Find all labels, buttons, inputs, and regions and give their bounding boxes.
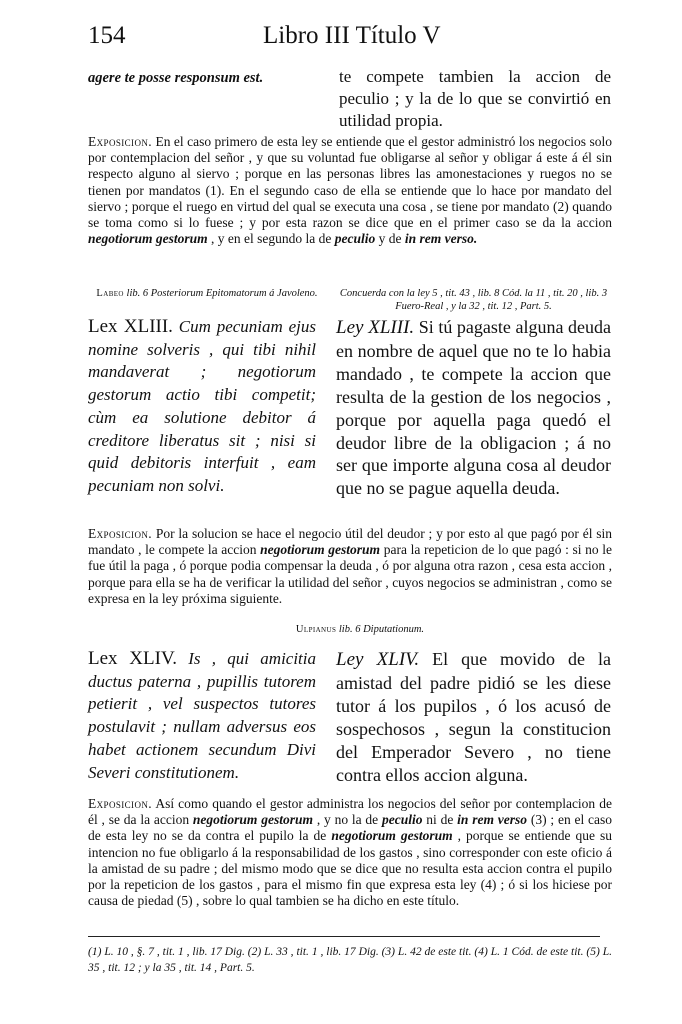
page-number: 154	[88, 22, 126, 49]
law-text: El que movido de la amistad del padre pidió se les diese tutor á los pupilos , ó los acusó de sospechosos , segun la constitucion del Emperador Severo , no tiene contra ellos accion alguna.	[336, 649, 612, 785]
exposition-text: para la repeticion de lo que pagó : si no le fue útil la paga , ó porque podia compensar la deuda , ó por alguna otra razon , cesa esta accion , porque para ella se ha de verificar la utilidad del señor , cuyos negocios se administran , como se expresa en la ley próxima siguiente.	[88, 542, 613, 606]
latin-lead-text: agere te posse responsum est.	[88, 70, 264, 86]
law-text: Si tú pagaste alguna deuda en nombre de aquel que no te lo habia mandado , te compete la accion que resulta de la gestion de los negocios , porque por aquella paga quedó el deudor libre de la obligacion ; á no ser que importe alguna cosa al deudor que no se pague aquella deuda.	[336, 317, 611, 499]
page-header	[88, 22, 608, 62]
exposition-text: (3) ; en el caso de esta ley no se da contra el pupilo la de	[88, 812, 613, 844]
law-number: Lex XLIV.	[88, 648, 177, 669]
exposition-label: Exposicion.	[88, 526, 153, 541]
latin-term: peculio	[334, 231, 376, 247]
exposition-label: Exposicion.	[88, 134, 153, 149]
exposition-text: , y en el segundo la de	[211, 231, 332, 247]
latin-term: negotiorum gestorum	[88, 231, 208, 247]
exposition-label: Exposicion.	[88, 796, 153, 811]
latin-law-43	[88, 316, 316, 498]
latin-term: peculio	[381, 812, 423, 828]
concordance-citation: Concuerda con la ley 5 , tit. 43 , lib. 8 Cód. la 11 , tit. 20 , lib. 3 Fuero-Real , y la 32 , tit. 12 , Part. 5.	[339, 288, 608, 312]
source-work: lib. 6 Posteriorum Epitomatorum á Javoleno.	[126, 288, 318, 299]
latin-term: negotiorum gestorum	[192, 812, 314, 828]
footnote-rule	[88, 936, 600, 937]
law-number: Ley XLIV.	[336, 649, 420, 670]
law-text: Cum pecuniam ejus nomine solveris , qui tibi nihil mandaverat ; negotiorum gestorum actio tibi competit; cùm ea solutione debitor á creditore liberatus sit ; nisi si quid debitoris interfuit , eam pecuniam non solvi.	[88, 317, 316, 495]
exposition-paragraph-1	[88, 134, 612, 247]
exposition-text: En el caso primero de esta ley se entiende que el gestor administró los negocios solo por contemplacion del señor , y que su voluntad fue obligarse al señor y obligar á este á él sin respecto alguno al siervo ; porque en las personas libres las amonestaciones y ruegos no se tienen por mandatos (1). En el segundo caso de ella se entiende que lo hace por mandato del siervo ; porque el ruego en virtud del qual se executa una cosa , se tiene por mandato (2) quando se toma como si lo fuese ; y por esta razon se dice que en el primer caso se da la accion	[88, 134, 613, 231]
exposition-text: Por la solucion se hace el negocio útil del deudor ; y por esto al que pagó por él sin mandato , le compete la accion	[88, 526, 613, 558]
exposition-text: , porque se entiende que su intencion no fue obligarlo á la responsabilidad de los gastos , sino corresponder con este oficio á la amistad de su padre ; del mismo modo que se dice que no resulta esta accion contra el pupilo por la repeticion de los gastos , para el mismo fin que expresa esta ley (4) ; ó si los hiciese por causa de piedad (5) , sobre lo qual tambien se ha dicho en este título.	[88, 828, 613, 909]
footnotes: (1) L. 10 , §. 7 , tit. 1 , lib. 17 Dig. (2) L. 33 , tit. 1 , lib. 17 Dig. (3) L. 42 de este tit. (4) L. 1 Cód. de este tit. (5) L. 35 , tit. 12 ; y la 35 , tit. 14 , Part. 5.	[88, 946, 612, 974]
latin-term: negotiorum gestorum	[260, 542, 381, 558]
latin-term: in rem verso.	[404, 231, 478, 247]
latin-term: in rem verso	[457, 812, 528, 828]
jurist-name: Ulpianus	[295, 624, 337, 635]
source-work: lib. 6 Diputationum.	[338, 624, 425, 635]
spanish-law-43	[336, 316, 611, 500]
law-number: Ley XLIII.	[336, 317, 415, 338]
law-number: Lex XLIII.	[88, 316, 173, 337]
jurist-name: Labeo	[96, 288, 124, 299]
running-title: Libro III Título V	[263, 22, 441, 49]
latin-term: negotiorum gestorum	[331, 828, 453, 844]
latin-law-44	[88, 648, 316, 784]
exposition-paragraph-2	[88, 526, 612, 607]
spanish-law-44	[336, 648, 611, 786]
exposition-paragraph-3	[88, 796, 612, 909]
spanish-lead-text: te compete tambien la accion de peculio ; y la de lo que se convirtió en utilidad propia.	[339, 67, 611, 130]
exposition-text: Así como quando el gestor administra los negocios del señor por contemplacion de él , se da la accion	[88, 796, 612, 828]
exposition-text: y de	[378, 231, 402, 247]
source-citation-left	[92, 287, 322, 300]
exposition-text: ni de	[426, 812, 454, 828]
law-text: Is , qui amicitia ductus paterna , pupillis tutorem petierit , vel suspectos tutores postulavit ; nullam adversus eos habet actionem secundum Divi Severi constitutionem.	[88, 649, 317, 782]
exposition-text: , y no la de	[316, 812, 379, 828]
source-citation-center	[250, 624, 470, 635]
